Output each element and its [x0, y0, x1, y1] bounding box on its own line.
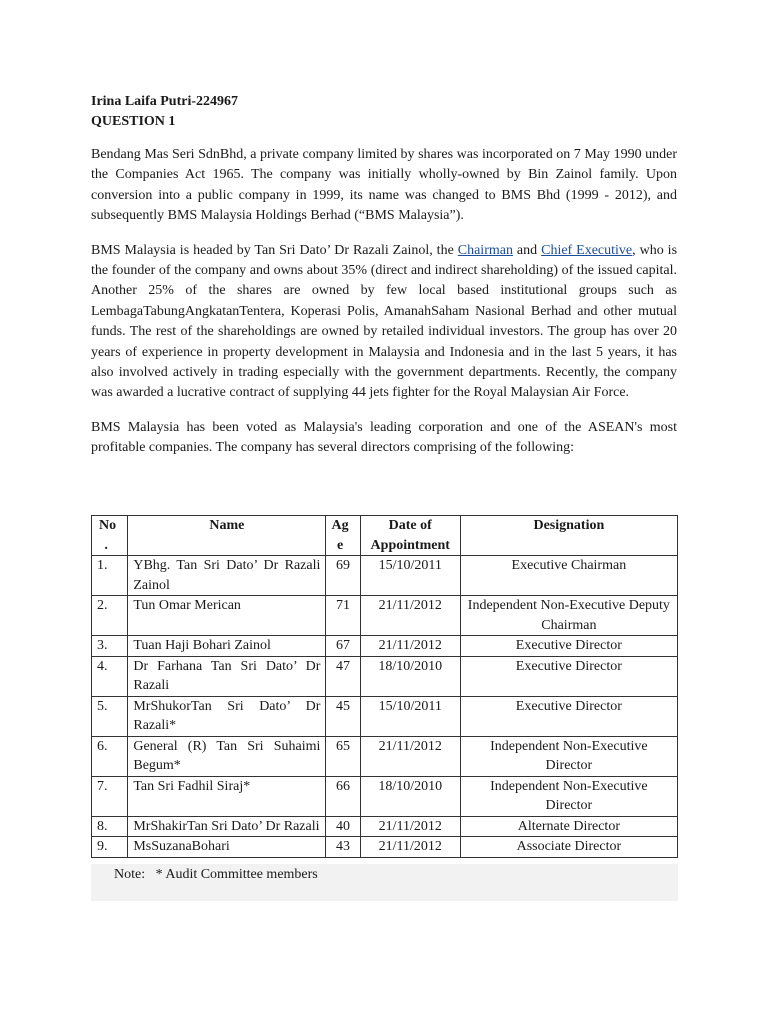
- cell-date-of-appointment: 21/11/2012: [360, 816, 460, 837]
- document-body: [91, 92, 677, 459]
- cell-age: 67: [326, 636, 360, 657]
- table-row: [92, 776, 678, 816]
- table-row: [92, 636, 678, 657]
- cell-no: 9.: [92, 837, 128, 858]
- cell-designation: Executive Director: [460, 636, 677, 657]
- header-no: No .: [92, 516, 128, 556]
- author-line: Irina Laifa Putri-224967: [91, 94, 238, 109]
- cell-date-of-appointment: 21/11/2012: [360, 736, 460, 776]
- cell-designation: Executive Director: [460, 656, 677, 696]
- cell-name: MrShakirTan Sri Dato’ Dr Razali: [128, 816, 326, 837]
- cell-no: 8.: [92, 816, 128, 837]
- cell-no: 4.: [92, 656, 128, 696]
- cell-no: 3.: [92, 636, 128, 657]
- cell-designation: Alternate Director: [460, 816, 677, 837]
- table-body: [92, 556, 678, 858]
- table-row: [92, 736, 678, 776]
- cell-name: MsSuzanaBohari: [128, 837, 326, 858]
- cell-designation: Independent Non-Executive Director: [460, 736, 677, 776]
- cell-age: 65: [326, 736, 360, 776]
- paragraph-ownership: [91, 241, 677, 404]
- cell-name: Tan Sri Fadhil Siraj*: [128, 776, 326, 816]
- table-row: [92, 696, 678, 736]
- question-title: QUESTION 1: [91, 114, 176, 129]
- header-name: Name: [128, 516, 326, 556]
- table-row: [92, 816, 678, 837]
- cell-name: Tuan Haji Bohari Zainol: [128, 636, 326, 657]
- cell-no: 2.: [92, 596, 128, 636]
- cell-age: 40: [326, 816, 360, 837]
- cell-age: 45: [326, 696, 360, 736]
- cell-designation: Executive Chairman: [460, 556, 677, 596]
- cell-date-of-appointment: 18/10/2010: [360, 776, 460, 816]
- cell-no: 1.: [92, 556, 128, 596]
- paragraph-ownership-text-c: , who is the founder of the company and owns about 35% (direct and indirect shareholding) of the issued capital. Another 25% of the shares are owned by few local based institutional groups such as LembagaTabungAngkatanTentera, Koperasi Polis, AmanahSaham Nasional Berhad and other mutual funds. The rest of the shareholdings are owned by retailed individual investors. The group has over 20 years of experience in property development in Malaysia and Indonesia and in the last 5 years, it has also involved actively in trading especially with the government departments. Recently, the company was awarded a lucrative contract of supplying 44 jets fighter for the Royal Malaysian Air Force.: [91, 242, 678, 401]
- cell-age: 69: [326, 556, 360, 596]
- cell-date-of-appointment: 21/11/2012: [360, 596, 460, 636]
- cell-date-of-appointment: 15/10/2011: [360, 556, 460, 596]
- cell-date-of-appointment: 18/10/2010: [360, 656, 460, 696]
- cell-name: YBhg. Tan Sri Dato’ Dr Razali Zainol: [128, 556, 326, 596]
- directors-table: [91, 515, 678, 858]
- cell-no: 7.: [92, 776, 128, 816]
- cell-name: Dr Farhana Tan Sri Dato’ Dr Razali: [128, 656, 326, 696]
- chairman-link[interactable]: Chairman: [457, 242, 513, 258]
- cell-age: 66: [326, 776, 360, 816]
- header-date-of-appointment: Date of Appointment: [360, 516, 460, 556]
- header-age: Ag e: [326, 516, 360, 556]
- table-row: [92, 656, 678, 696]
- cell-no: 5.: [92, 696, 128, 736]
- cell-designation: Independent Non-Executive Deputy Chairman: [460, 596, 677, 636]
- cell-date-of-appointment: 21/11/2012: [360, 636, 460, 657]
- cell-age: 43: [326, 837, 360, 858]
- table-row: [92, 837, 678, 858]
- cell-name: MrShukorTan Sri Dato’ Dr Razali*: [128, 696, 326, 736]
- paragraph-company-history: Bendang Mas Seri SdnBhd, a private company limited by shares was incorporated on 7 May 1990 under the Companies Act 1965. The company was initially wholly-owned by Bin Zainol family. Upon conversion into a public company in 1999, its name was changed to BMS Bhd (1999 - 2012), and subsequently BMS Malaysia Holdings Berhad (“BMS Malaysia”).: [91, 147, 677, 224]
- header-designation: Designation: [460, 516, 677, 556]
- cell-designation: Independent Non-Executive Director: [460, 776, 677, 816]
- paragraph-ownership-text-a: BMS Malaysia is headed by Tan Sri Dato’ Dr Razali Zainol, the: [91, 242, 458, 258]
- cell-age: 47: [326, 656, 360, 696]
- cell-designation: Associate Director: [460, 837, 677, 858]
- table-row: [92, 596, 678, 636]
- cell-date-of-appointment: 21/11/2012: [360, 837, 460, 858]
- chief-executive-link[interactable]: Chief Executive: [541, 242, 633, 258]
- cell-name: Tun Omar Merican: [128, 596, 326, 636]
- table-row: [92, 556, 678, 596]
- cell-date-of-appointment: 15/10/2011: [360, 696, 460, 736]
- paragraph-ownership-text-b: and: [512, 242, 542, 258]
- cell-name: General (R) Tan Sri Suhaimi Begum*: [128, 736, 326, 776]
- audit-committee-note: Note: * Audit Committee members: [114, 867, 318, 882]
- cell-age: 71: [326, 596, 360, 636]
- cell-no: 6.: [92, 736, 128, 776]
- cell-designation: Executive Director: [460, 696, 677, 736]
- table-header-row: [92, 516, 678, 556]
- paragraph-directors-intro: BMS Malaysia has been voted as Malaysia's leading corporation and one of the ASEAN's most profitable companies. The company has several directors comprising of the following:: [91, 419, 677, 456]
